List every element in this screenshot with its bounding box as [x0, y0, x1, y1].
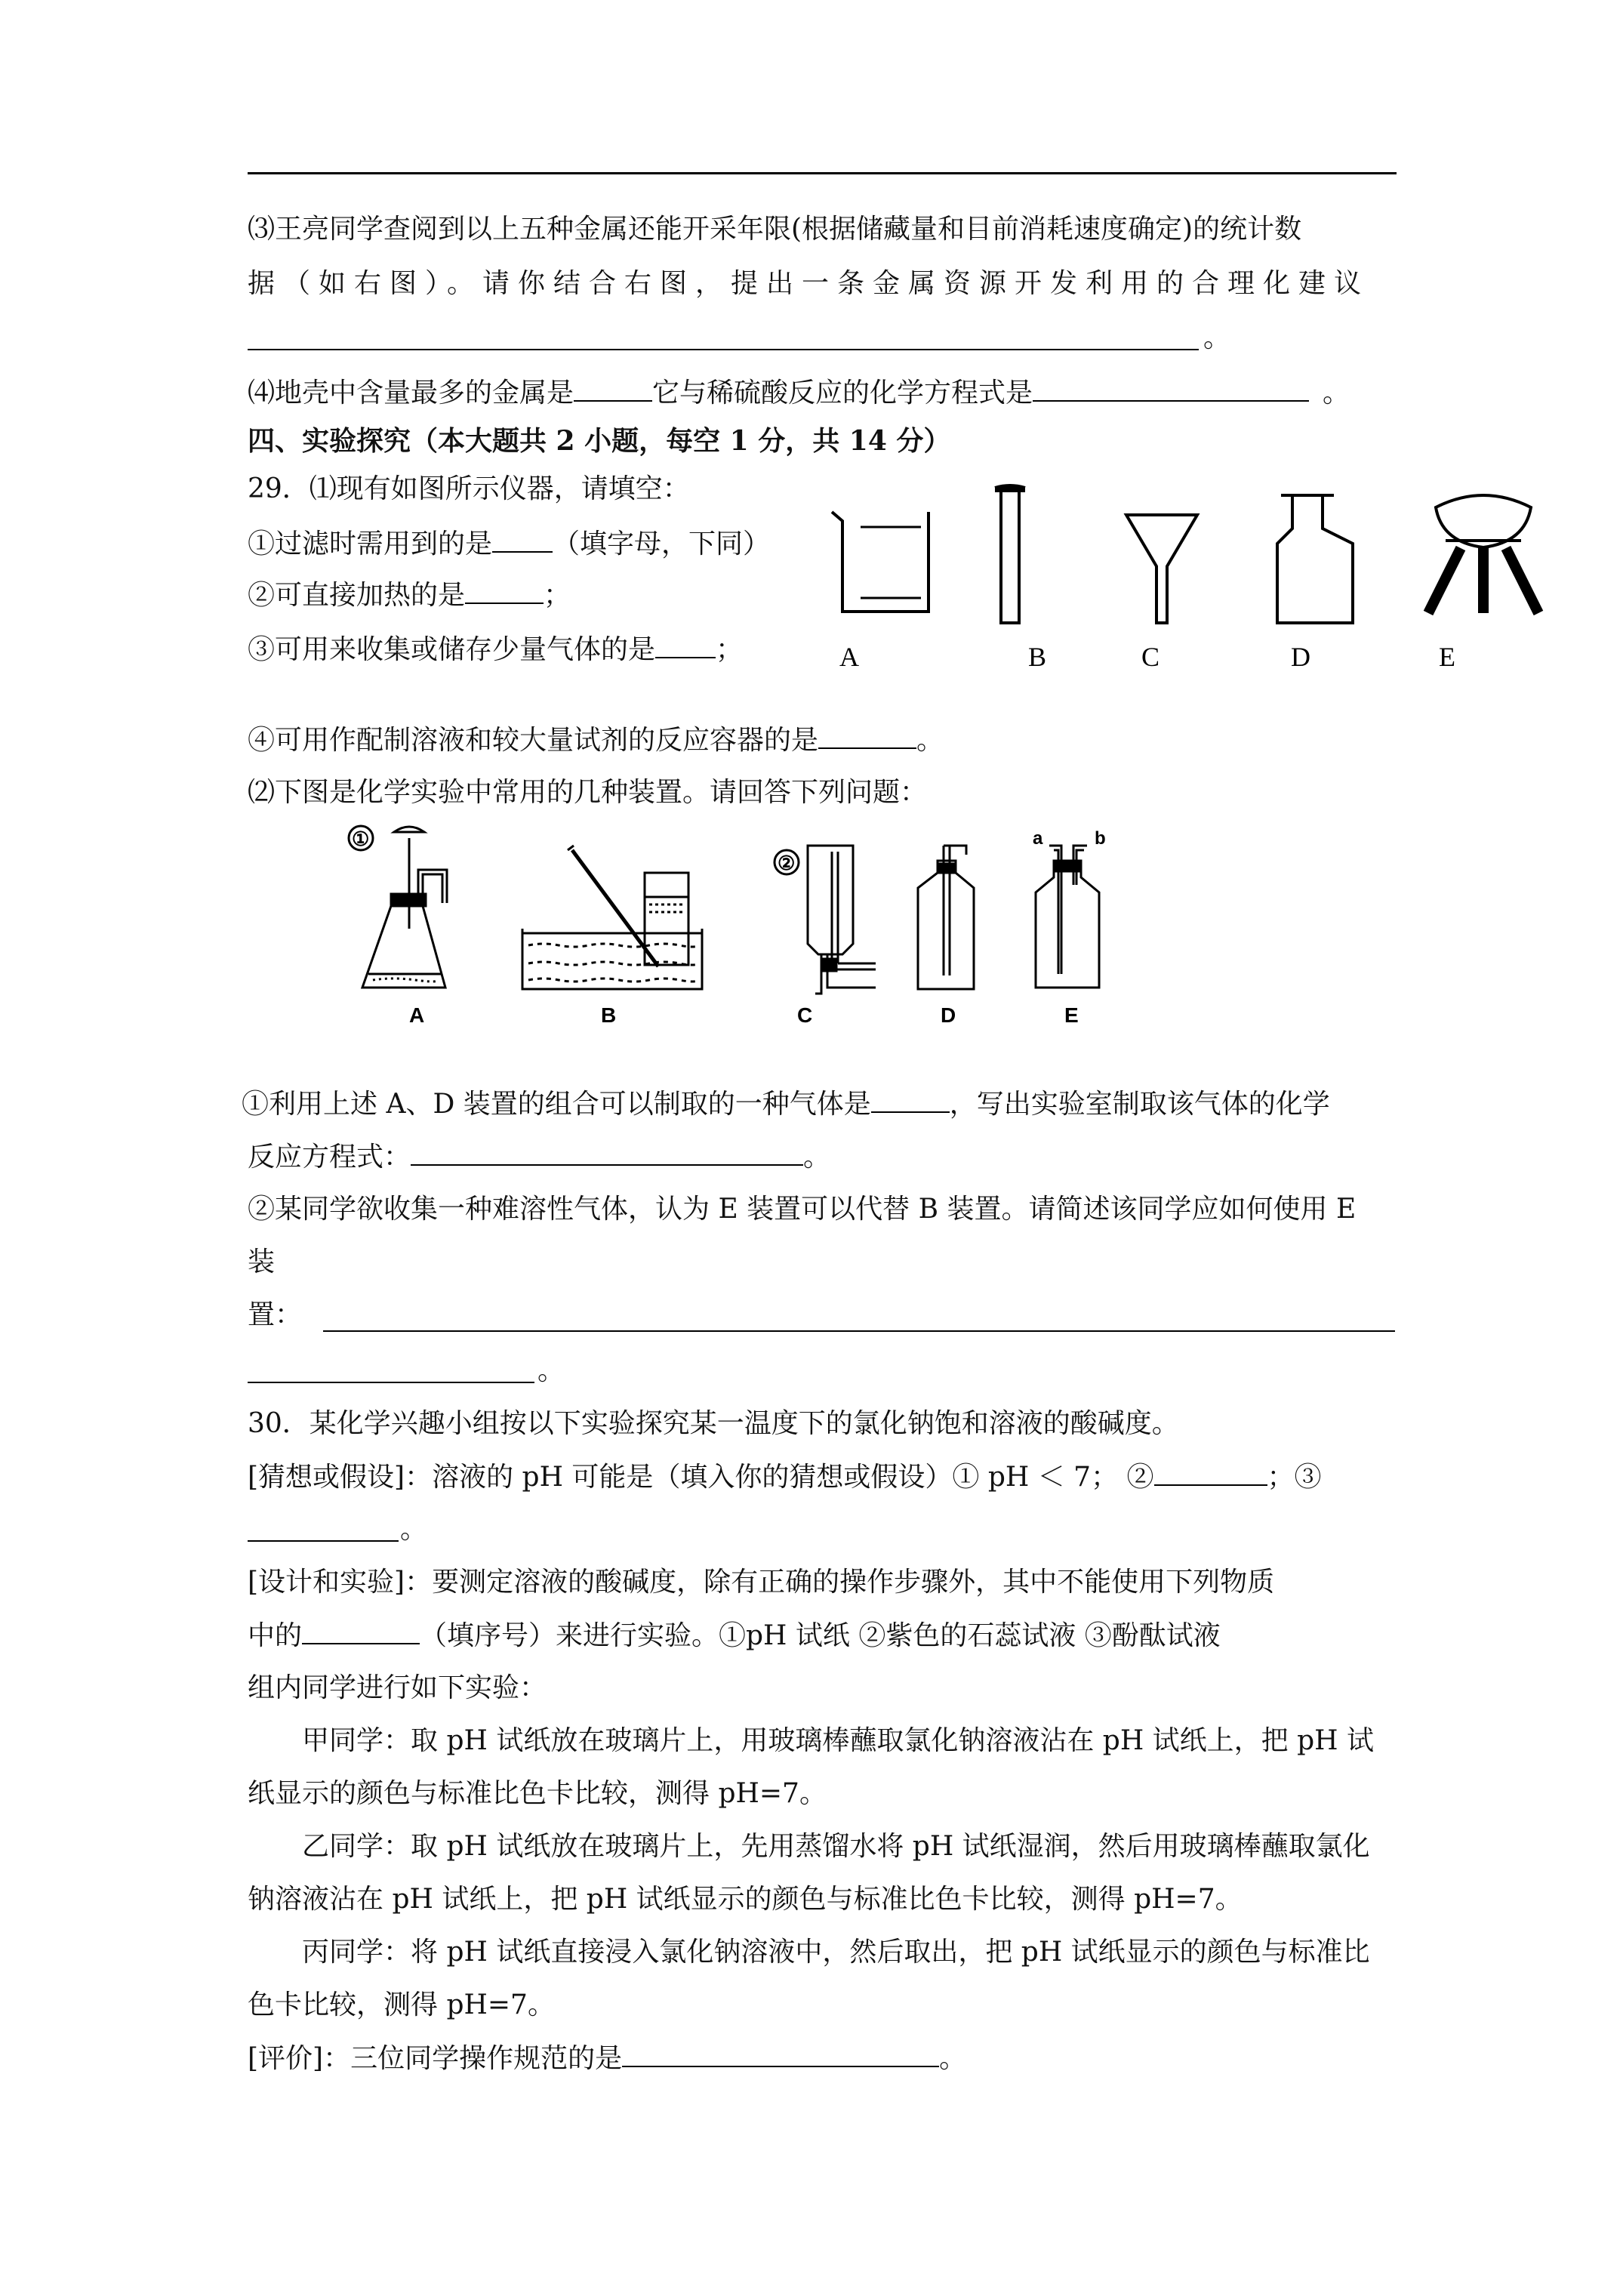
- q29-item4-end: 。: [916, 725, 944, 756]
- apparatus-label-e: E: [1064, 1003, 1079, 1027]
- apparatus-label-b: B: [601, 1003, 617, 1027]
- q30-eval-end: 。: [939, 2043, 967, 2074]
- q28-p4-end: 。: [1323, 378, 1350, 408]
- q29-q1-line2: [248, 1139, 830, 1176]
- q29-item3-text: ③可用来收集或储存少量气体的是: [248, 634, 656, 665]
- q29-q1-text-a: ①利用上述 A、D 装置的组合可以制取的一种气体是: [242, 1089, 871, 1120]
- answer-blank-usage-line2[interactable]: [248, 1382, 534, 1383]
- instrument-label-c: C: [1141, 642, 1160, 672]
- q28-p4-text-a: ⑷地壳中含量最多的金属是: [248, 378, 574, 408]
- q29-q2-end: 。: [537, 1355, 565, 1386]
- q29-q1-line1: [242, 1086, 1330, 1123]
- answer-blank-heat[interactable]: [465, 577, 544, 604]
- section-heading: 四、实验探究（本大题共 2 小题，每空 1 分，共 14 分）: [248, 425, 951, 457]
- instrument-labels: [839, 642, 1455, 672]
- apparatus-mark-one: ①: [352, 827, 370, 850]
- header-rule: [248, 172, 1397, 174]
- q29-intro: 29．⑴现有如图所示仪器，请填空：: [248, 473, 690, 504]
- q30-hyp-end: 。: [400, 1514, 428, 1545]
- q29-item2-end: ；: [544, 580, 571, 611]
- instrument-label-e: E: [1439, 642, 1455, 672]
- q30-yi-line1: 乙同学：取 pH 试纸放在玻璃片上，先用蒸馏水将 pH 试纸湿润，然后用玻璃棒蘸取氯化: [302, 1831, 1370, 1862]
- answer-blank-hypothesis-2[interactable]: [1154, 1459, 1267, 1486]
- q30-hyp-text: [猜想或假设]：溶液的 pH 可能是（填入你的猜想或假设）① pH ＜ 7； ②: [248, 1462, 1154, 1493]
- q29-q1-text-b: ，写出实验室制取该气体的化学: [949, 1089, 1330, 1120]
- q28-p3-line1: ⑶王亮同学查阅到以上五种金属还能开采年限(根据储藏量和目前消耗速度确定)的统计数: [248, 214, 1302, 245]
- test-tube-icon: [995, 488, 1025, 623]
- q29-q2-line3: 置：: [248, 1299, 303, 1330]
- q28-p4-text-b: 它与稀硫酸反应的化学方程式是: [652, 378, 1033, 408]
- answer-blank-suggestion[interactable]: [248, 349, 1199, 350]
- q29-item3: [248, 631, 743, 668]
- q29-q1-text-c: 反应方程式：: [248, 1142, 411, 1173]
- instrument-label-d: D: [1291, 642, 1310, 672]
- q29-q2-line2: 装: [248, 1247, 276, 1277]
- q30-hyp-sep: ；③: [1267, 1462, 1322, 1493]
- answer-blank-filter[interactable]: [492, 525, 553, 553]
- q29-item4: [248, 722, 944, 759]
- q29-item3-end: ；: [716, 634, 744, 665]
- q29-item2-text: ②可直接加热的是: [248, 580, 466, 611]
- q28-p4-line: [248, 374, 1350, 411]
- q30-design-text-b: 中的: [248, 1620, 303, 1651]
- q30-yi-line2: 钠溶液沾在 pH 试纸上，把 pH 试纸显示的颜色与标准比色卡比较，测得 pH=7。: [248, 1884, 1243, 1915]
- q29-item2: [248, 577, 571, 614]
- q30-intro: 30．某化学兴趣小组按以下实验探究某一温度下的氯化钠饱和溶液的酸碱度。: [248, 1408, 1179, 1439]
- q29-q2-line1: ②某同学欲收集一种难溶性气体，认为 E 装置可以代替 B 装置。请简述该同学应如何使用 E: [248, 1194, 1357, 1225]
- q29-part2-intro: ⑵下图是化学实验中常用的几种装置。请回答下列问题：: [248, 777, 928, 808]
- q28-p3-line2: 据（如右图）。请你结合右图，提出一条金属资源开发利用的合理化建议: [248, 268, 1370, 299]
- answer-blank-container[interactable]: [818, 722, 916, 749]
- q30-jia-line1: 甲同学：取 pH 试纸放在玻璃片上，用玻璃棒蘸取氯化钠溶液沾在 pH 试纸上，把 pH 试: [302, 1725, 1374, 1756]
- instruments-figure: [815, 468, 1540, 687]
- gas-bottle-icon: [1277, 495, 1353, 623]
- q30-evaluation: [248, 2040, 966, 2077]
- q29-item4-text: ④可用作配制溶液和较大量试剂的反应容器的是: [248, 725, 819, 756]
- apparatus-mark-two: ②: [778, 852, 796, 874]
- q29-item1-text: ①过滤时需用到的是: [248, 529, 493, 559]
- apparatus-label-d: D: [941, 1003, 956, 1027]
- q28-p3-end: 。: [1203, 322, 1231, 353]
- tripod-icon: [1428, 548, 1461, 613]
- q30-design-line3: 组内同学进行如下实验：: [248, 1672, 547, 1703]
- q29-q1-end: 。: [803, 1142, 831, 1173]
- apparatus-mark-a: a: [1033, 828, 1043, 849]
- answer-blank-reaction[interactable]: [411, 1139, 803, 1166]
- answer-blank-substance[interactable]: [302, 1617, 420, 1644]
- answer-blank-equation[interactable]: [1033, 374, 1309, 402]
- apparatus-label-a: A: [409, 1003, 425, 1027]
- q30-hypothesis: [248, 1459, 1322, 1496]
- q30-design-line2: [248, 1617, 1221, 1654]
- q30-jia-line2: 纸显示的颜色与标准比色卡比较，测得 pH=7。: [248, 1778, 827, 1809]
- q29-item1: [248, 525, 770, 562]
- answer-blank-usage-line1[interactable]: [323, 1330, 1395, 1332]
- answer-blank-evaluation[interactable]: [622, 2040, 939, 2067]
- apparatus-label-c: C: [797, 1003, 813, 1027]
- q30-bing-line2: 色卡比较，测得 pH=7。: [248, 1989, 555, 2020]
- q30-eval-text: [评价]：三位同学操作规范的是: [248, 2043, 623, 2074]
- apparatus-figure: [347, 815, 1178, 1034]
- answer-blank-gas-name[interactable]: [871, 1086, 950, 1113]
- answer-blank-gas[interactable]: [655, 631, 716, 658]
- q30-bing-line1: 丙同学：将 pH 试纸直接浸入氯化钠溶液中，然后取出，把 pH 试纸显示的颜色与标准比: [302, 1937, 1370, 1968]
- q30-design-line1: [设计和实验]：要测定溶液的酸碱度，除有正确的操作步骤外，其中不能使用下列物质: [248, 1567, 1275, 1598]
- instrument-label-b: B: [1028, 642, 1047, 672]
- answer-blank-metal[interactable]: [574, 374, 652, 402]
- answer-blank-hypothesis-3[interactable]: [248, 1540, 399, 1542]
- funnel-icon: [1126, 515, 1197, 623]
- conical-flask-apparatus-icon: [349, 826, 447, 988]
- q29-item1-note: （填字母，下同）: [553, 529, 771, 559]
- q30-design-text-c: （填序号）来进行实验。①pH 试纸 ②紫色的石蕊试液 ③酚酞试液: [420, 1620, 1221, 1651]
- gas-bottle-apparatus-icon: [918, 846, 974, 989]
- apparatus-mark-b: b: [1095, 828, 1106, 849]
- instrument-label-a: A: [839, 642, 859, 672]
- water-trough-apparatus-icon: [522, 846, 702, 989]
- washing-bottle-apparatus-icon: [1036, 846, 1099, 988]
